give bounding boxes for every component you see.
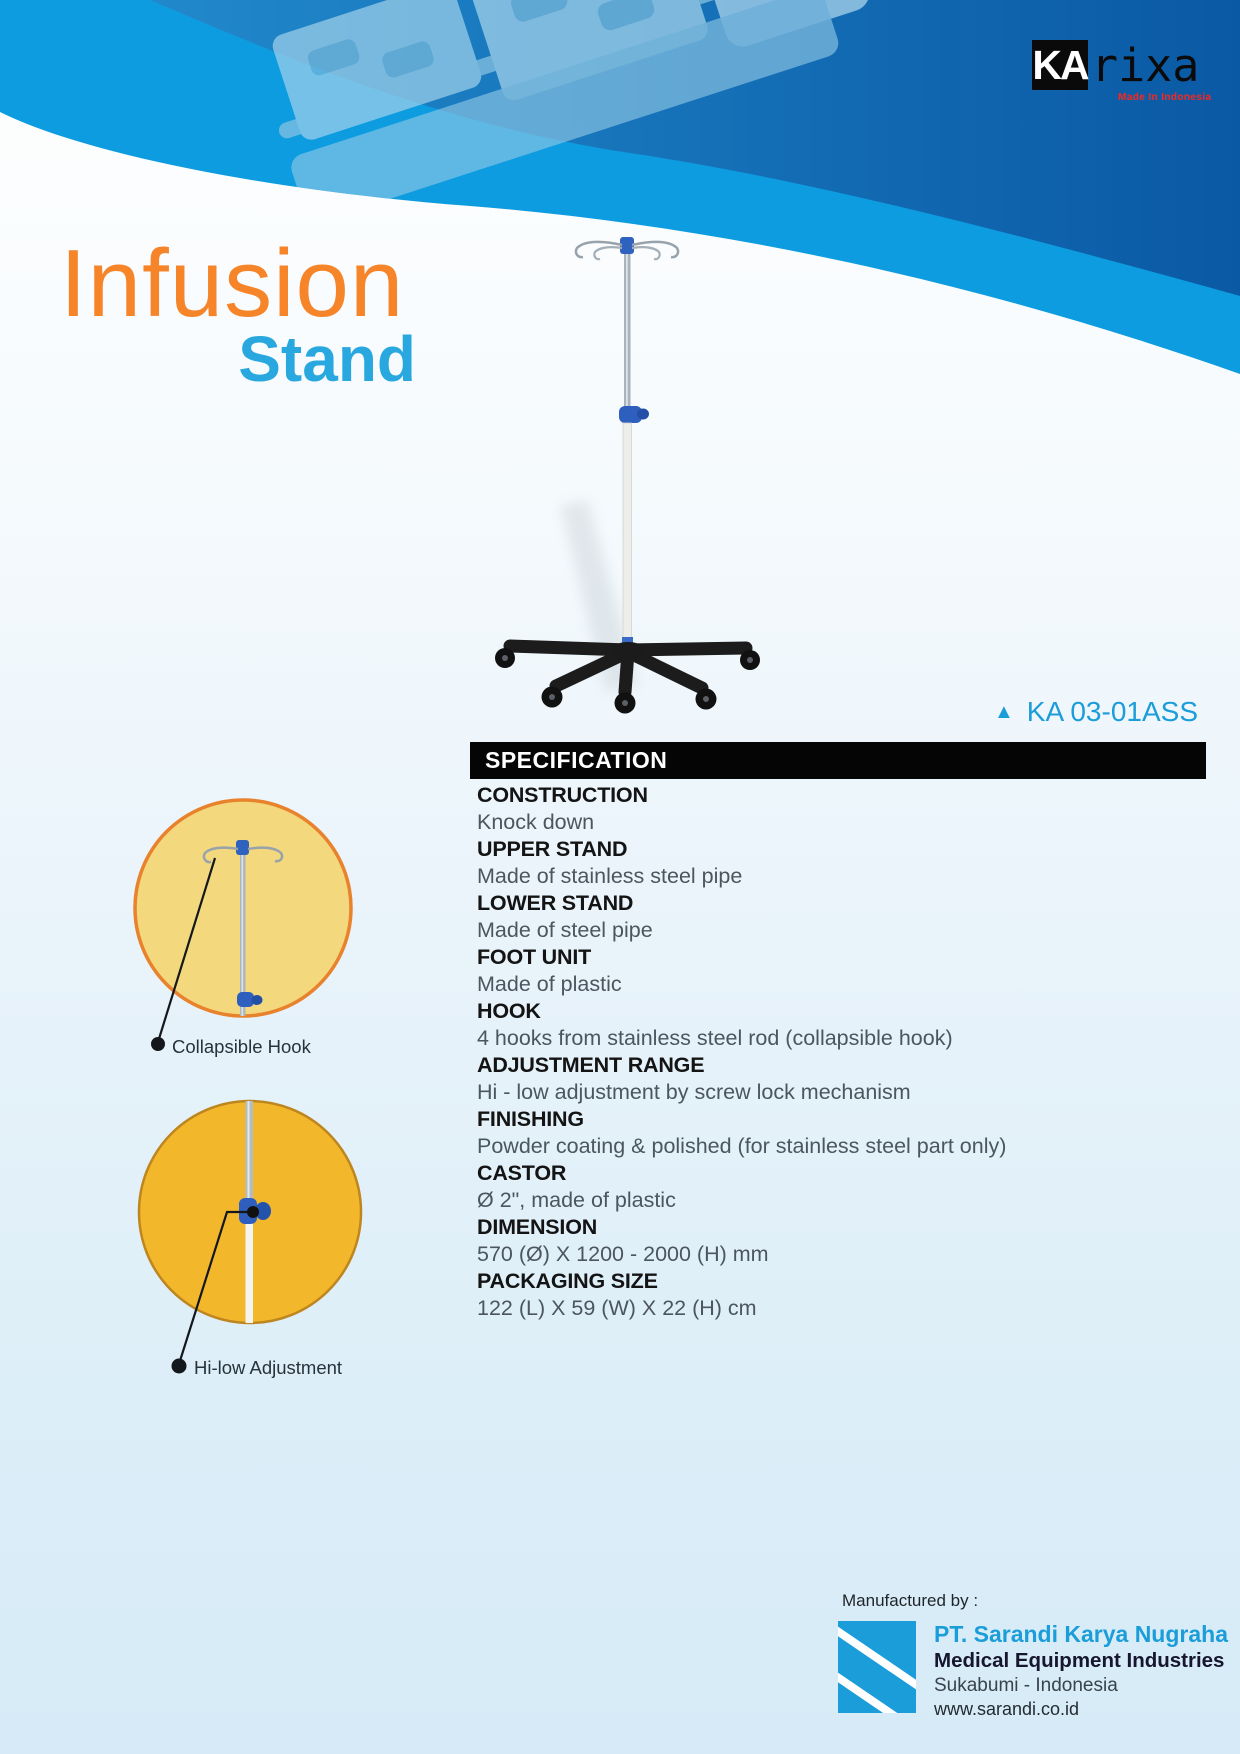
detail-circle-adjustment (139, 1099, 361, 1374)
spec-item-construction (477, 782, 1157, 836)
spec-label: LOWER STAND (477, 891, 634, 915)
spec-label: HOOK (477, 999, 541, 1023)
page-title-line1: Infusion (60, 230, 405, 337)
spec-label: ADJUSTMENT RANGE (477, 1053, 705, 1077)
brand-logo-rixa: rixa (1091, 39, 1200, 92)
spec-value: 570 (Ø) X 1200 - 2000 (H) mm (477, 1242, 769, 1266)
callout-label-hi-low-adjustment: Hi-low Adjustment (194, 1357, 343, 1378)
spec-value: Made of plastic (477, 972, 622, 996)
spec-item-foot-unit (477, 944, 1157, 998)
brand-logo-ka: KA (1032, 40, 1088, 90)
spec-item-finishing (477, 1106, 1157, 1160)
spec-value: Made of stainless steel pipe (477, 864, 743, 888)
spec-label: CASTOR (477, 1161, 567, 1185)
model-code-row (0, 697, 1198, 727)
spec-label: DIMENSION (477, 1215, 598, 1239)
spec-label: PACKAGING SIZE (477, 1269, 658, 1293)
callout-label-collapsible-hook: Collapsible Hook (172, 1036, 311, 1057)
spec-label: CONSTRUCTION (477, 783, 648, 807)
manufacturer-info (934, 1620, 1228, 1721)
brand-tagline: Made In Indonesia (1118, 92, 1212, 103)
manufacturer-division: Medical Equipment Industries (934, 1649, 1225, 1672)
infusion-stand-image (495, 237, 760, 714)
manufacturer-website[interactable]: www.sarandi.co.id (934, 1699, 1080, 1719)
specification-header: SPECIFICATION (470, 742, 1206, 779)
spec-value: Made of steel pipe (477, 918, 653, 942)
spec-value: 122 (L) X 59 (W) X 22 (H) cm (477, 1296, 757, 1320)
manufactured-by-heading: Manufactured by : (842, 1591, 979, 1610)
spec-value: Hi - low adjustment by screw lock mechanism (477, 1080, 911, 1104)
spec-value: 4 hooks from stainless steel rod (collapsible hook) (477, 1026, 953, 1050)
spec-item-dimension (477, 1214, 1157, 1268)
spec-label: FINISHING (477, 1107, 584, 1131)
manufacturer-location: Sukabumi - Indonesia (934, 1675, 1118, 1696)
brand-logo (1032, 40, 1199, 90)
spec-label: UPPER STAND (477, 837, 628, 861)
spec-item-castor (477, 1160, 1157, 1214)
spec-item-lower-stand (477, 890, 1157, 944)
page-title-line2: Stand (238, 323, 416, 395)
spec-item-upper-stand (477, 836, 1157, 890)
spec-item-hook (477, 998, 1157, 1052)
spec-value: Ø 2", made of plastic (477, 1188, 676, 1212)
spec-label: FOOT UNIT (477, 945, 592, 969)
sarandi-logo (830, 1621, 924, 1736)
callout-bullet (247, 1206, 259, 1218)
spec-item-packaging-size (477, 1268, 1157, 1322)
model-code: KA 03-01ASS (1026, 696, 1198, 727)
manufacturer-company: PT. Sarandi Karya Nugraha (934, 1621, 1228, 1647)
spec-item-adjustment-range (477, 1052, 1157, 1106)
specification-list (477, 782, 1157, 1322)
callout-bullet (151, 1037, 165, 1051)
callout-bullet (172, 1359, 187, 1374)
detail-circle-hook (135, 800, 351, 1051)
spec-value: Powder coating & polished (for stainless steel part only) (477, 1134, 1007, 1158)
triangle-marker-icon: ▲ (993, 701, 1014, 723)
spec-value: Knock down (477, 810, 595, 834)
